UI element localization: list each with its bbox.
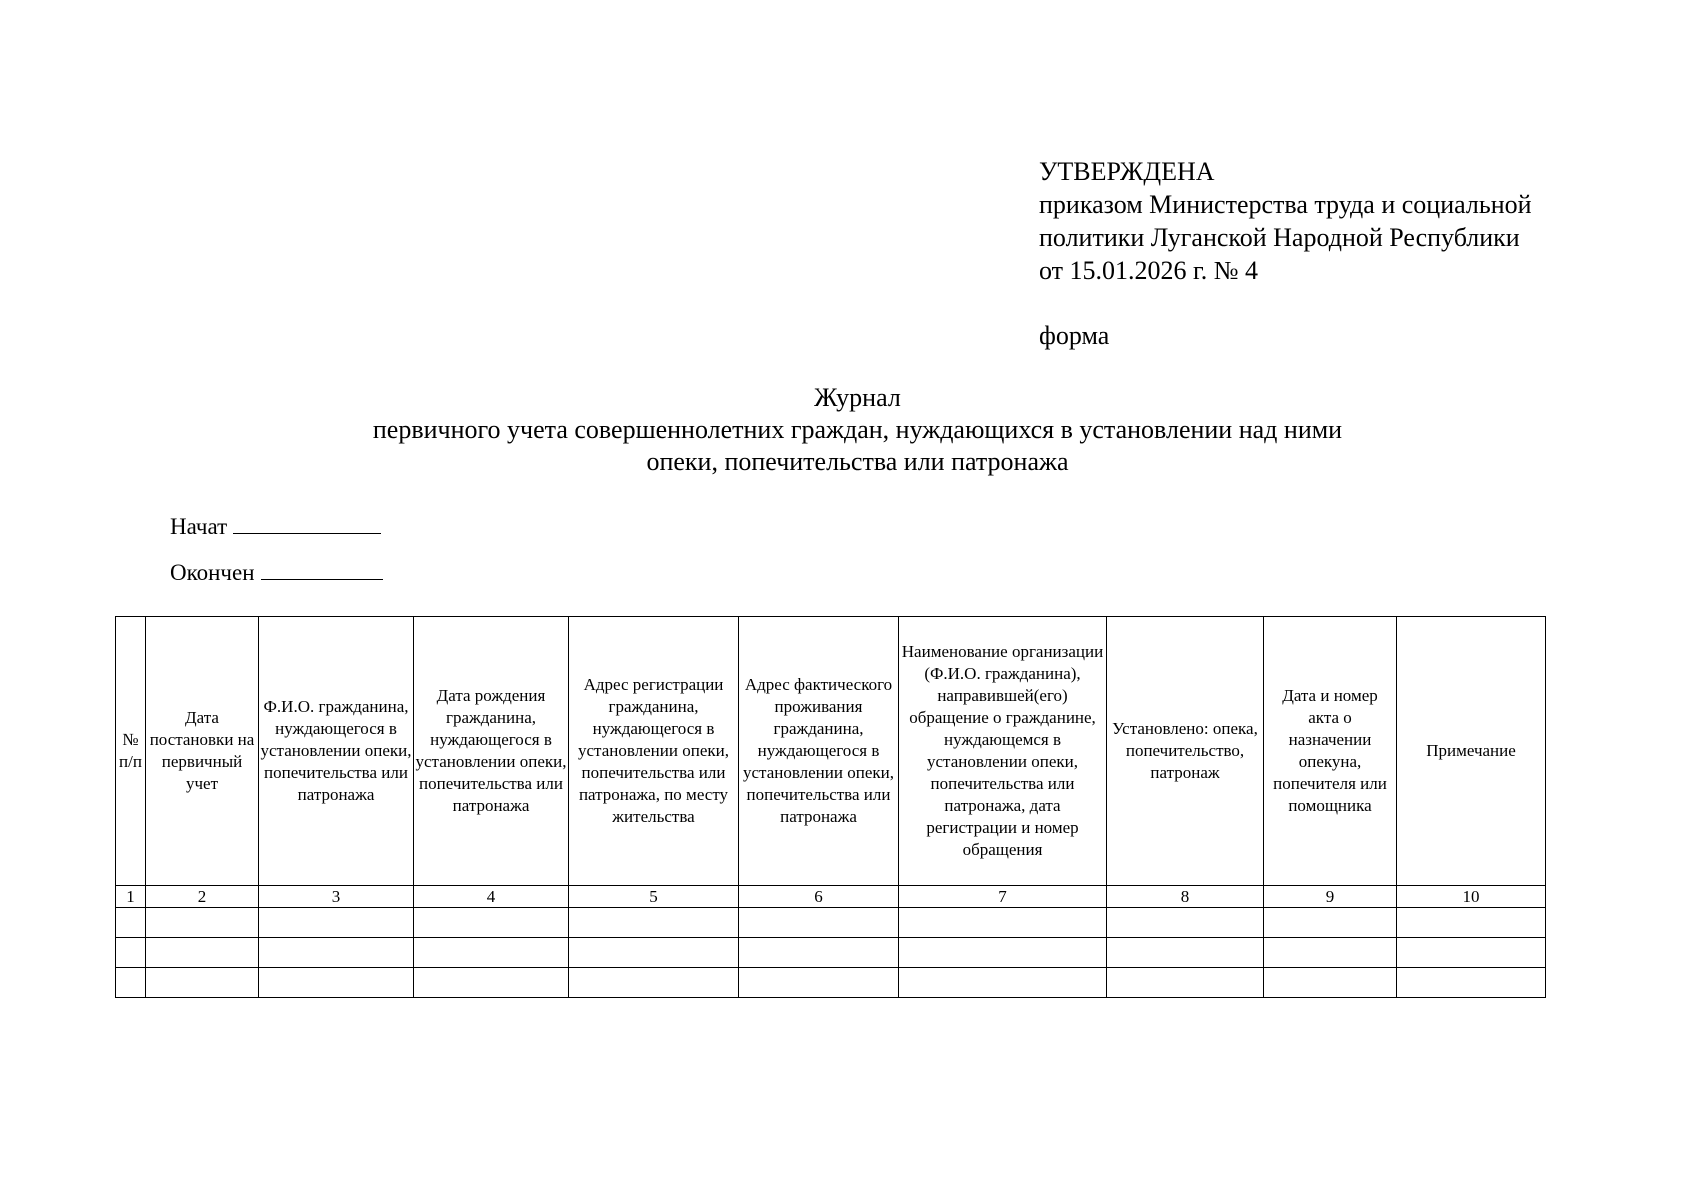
- empty-cell[interactable]: [1264, 968, 1397, 998]
- empty-cell[interactable]: [1397, 968, 1546, 998]
- header-cell: Наименование организации (Ф.И.О. гражданина), направившей(его) обращение о гражданине, нуждающемся в установлении опеки, попечительства или патронажа, дата регистрации и номер обращения: [899, 617, 1107, 886]
- journal-table: [115, 616, 1546, 998]
- header-cell: Примечание: [1397, 617, 1546, 886]
- title-line-3: опеки, попечительства или патронажа: [646, 447, 1069, 476]
- column-number: 10: [1397, 886, 1546, 908]
- column-number: 2: [146, 886, 259, 908]
- approval-ministry-line: политики Луганской Народной Республики: [1039, 223, 1520, 252]
- empty-cell[interactable]: [899, 968, 1107, 998]
- column-number: 5: [569, 886, 739, 908]
- header-cell: Адрес фактического проживания гражданина, нуждающегося в установлении опеки, попечительства или патронажа: [739, 617, 899, 886]
- ended-field: [170, 559, 383, 587]
- empty-cell[interactable]: [1264, 938, 1397, 968]
- header-cell: Ф.И.О. гражданина, нуждающегося в установлении опеки, попечительства или патронажа: [259, 617, 414, 886]
- approval-stamp: [1039, 155, 1532, 287]
- document-title: [280, 382, 1435, 478]
- header-cell: Дата и номер акта о назначении опекуна, попечителя или помощника: [1264, 617, 1397, 886]
- header-cell: Дата постановки на первичный учет: [146, 617, 259, 886]
- title-line-1: Журнал: [814, 383, 901, 412]
- empty-cell[interactable]: [899, 938, 1107, 968]
- empty-cell[interactable]: [1397, 908, 1546, 938]
- approval-date-number: от 15.01.2026 г. № 4: [1039, 256, 1259, 285]
- column-number: 7: [899, 886, 1107, 908]
- started-field: [170, 513, 381, 541]
- table-header-row: [116, 617, 1546, 886]
- empty-cell[interactable]: [146, 908, 259, 938]
- column-number: 3: [259, 886, 414, 908]
- empty-cell[interactable]: [899, 908, 1107, 938]
- empty-cell[interactable]: [1107, 938, 1264, 968]
- empty-cell[interactable]: [116, 938, 146, 968]
- empty-cell[interactable]: [569, 968, 739, 998]
- empty-cell[interactable]: [146, 968, 259, 998]
- table-row: [116, 968, 1546, 998]
- empty-cell[interactable]: [1107, 968, 1264, 998]
- empty-cell[interactable]: [259, 968, 414, 998]
- approval-heading: УТВЕРЖДЕНА: [1039, 157, 1215, 186]
- empty-cell[interactable]: [116, 908, 146, 938]
- empty-cell[interactable]: [569, 938, 739, 968]
- table-row: [116, 938, 1546, 968]
- empty-cell[interactable]: [116, 968, 146, 998]
- ended-blank-line[interactable]: [261, 559, 383, 580]
- title-line-2: первичного учета совершеннолетних граждан, нуждающихся в установлении над ними: [372, 415, 1343, 444]
- column-number: 1: [116, 886, 146, 908]
- empty-cell[interactable]: [259, 938, 414, 968]
- empty-cell[interactable]: [739, 938, 899, 968]
- empty-cell[interactable]: [739, 908, 899, 938]
- form-label: форма: [1039, 321, 1110, 350]
- header-cell: Адрес регистрации гражданина, нуждающегося в установлении опеки, попечительства или патронажа, по месту жительства: [569, 617, 739, 886]
- empty-cell[interactable]: [1107, 908, 1264, 938]
- empty-cell[interactable]: [414, 968, 569, 998]
- empty-cell[interactable]: [146, 938, 259, 968]
- empty-cell[interactable]: [1264, 908, 1397, 938]
- header-cell: Установлено: опека, попечительство, патронаж: [1107, 617, 1264, 886]
- empty-cell[interactable]: [569, 908, 739, 938]
- header-cell: № п/п: [116, 617, 146, 886]
- table-row: [116, 908, 1546, 938]
- started-blank-line[interactable]: [233, 513, 381, 534]
- started-label: Начат: [170, 514, 228, 539]
- empty-cell[interactable]: [414, 938, 569, 968]
- empty-cell[interactable]: [259, 908, 414, 938]
- empty-cell[interactable]: [414, 908, 569, 938]
- column-number-row: [116, 886, 1546, 908]
- ended-label: Окончен: [170, 560, 255, 585]
- empty-cell[interactable]: [1397, 938, 1546, 968]
- column-number: 6: [739, 886, 899, 908]
- column-number: 4: [414, 886, 569, 908]
- header-cell: Дата рождения гражданина, нуждающегося в установлении опеки, попечительства или патронажа: [414, 617, 569, 886]
- column-number: 8: [1107, 886, 1264, 908]
- approval-order-line: приказом Министерства труда и социальной: [1039, 190, 1532, 219]
- empty-cell[interactable]: [739, 968, 899, 998]
- column-number: 9: [1264, 886, 1397, 908]
